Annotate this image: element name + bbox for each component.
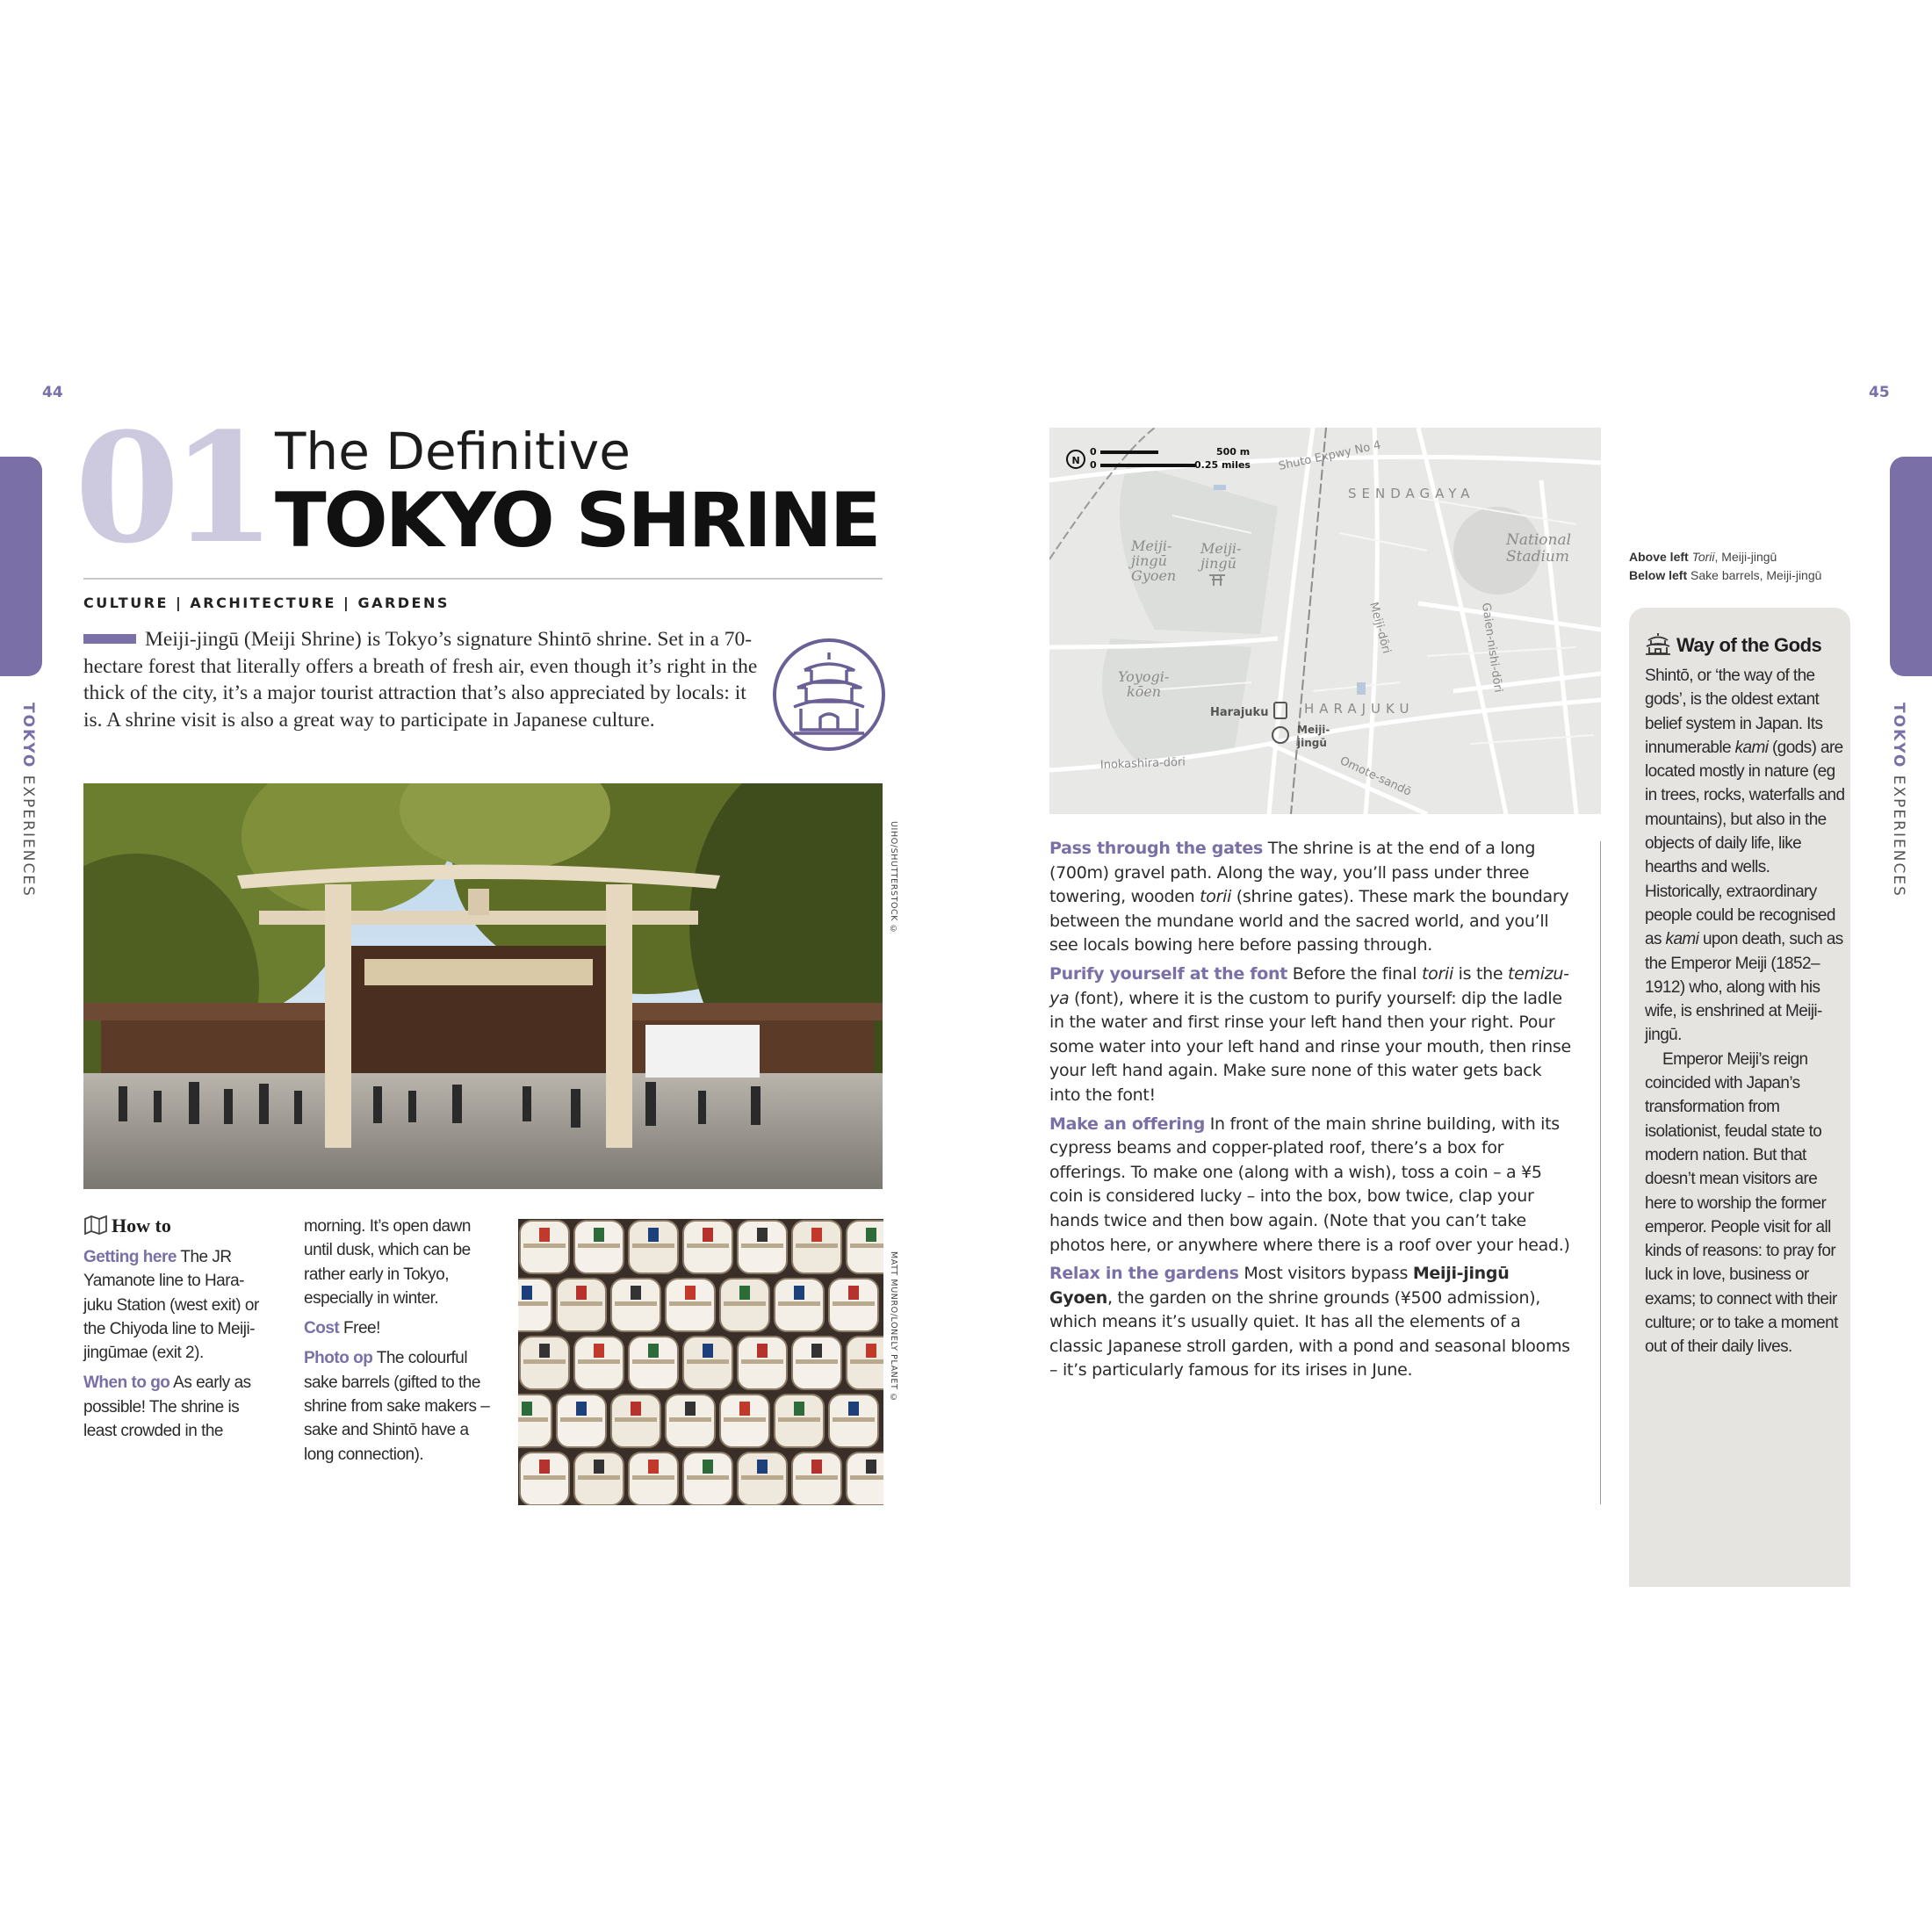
svg-text:jingū: jingū: [1200, 555, 1236, 572]
photo-credit-2: MATT MUNRO/LONELY PLANET ©: [889, 1251, 898, 1403]
map-scale-miles: 0.25 miles: [1194, 459, 1251, 471]
svg-text:Shuto Expwy No 4: Shuto Expwy No 4: [1277, 438, 1382, 473]
svg-text:Meiji-: Meiji-: [1131, 537, 1172, 554]
area-map[interactable]: [1049, 428, 1601, 814]
svg-text:jingū: jingū: [1131, 552, 1167, 569]
svg-text:Gyoen: Gyoen: [1131, 567, 1177, 584]
page-number-left: 44: [42, 384, 63, 401]
north-arrow-icon: N: [1071, 455, 1080, 466]
svg-text:Stadium: Stadium: [1506, 548, 1570, 566]
paragraph-font: Purify yourself at the font Before the final torii is the temizu-ya (font), where it is the custom to purify yourself: dip the ladle in the water and first rinse your left hand then your right. Pour some water into your left hand and rinse your mouth, then rinse your left hand again. Make sure none of this water gets back into the font!: [1049, 963, 1571, 1105]
howto-column-1: Getting here The JR Yamanote line to Hara-juku Station (west exit) or the Chiyoda line to Meiji-jingūmae (exit 2). When to go As early as possible! The shrine is least crowded in the: [83, 1248, 259, 1441]
svg-text:jingū: jingū: [1297, 737, 1327, 749]
svg-text:Meiji-: Meiji-: [1200, 540, 1242, 557]
chapter-label-left: TOKYO EXPERIENCES: [19, 703, 37, 898]
pagoda-icon: [771, 637, 887, 753]
photo-credit-1: UIHO/SHUTTERSTOCK ©: [889, 821, 898, 935]
paragraph-gates: Pass through the gates The shrine is at the end of a long (700m) gravel path. Along the way, you’ll pass under three towering, wooden torii (shrine gates). These mark the boundary between the mundane world and the sacred world, and you’ll see locals bowing here before passing through.: [1049, 839, 1569, 955]
svg-text:Omote-sandō: Omote-sandō: [1337, 754, 1414, 799]
intro-paragraph: Meiji-jingū (Meiji Shrine) is Tokyo’s signature Shintō shrine. Set in a 70-hectare forest that literally offers a breath of fresh air, even though it’s right in the thick of the city, it’s a major tourist attraction that’s also appreciated by locals: it is. A shrine visit is also a great way to participate in Japanese culture.: [83, 628, 758, 732]
svg-text:kōen: kōen: [1127, 683, 1162, 700]
svg-text:Meiji-: Meiji-: [1297, 724, 1330, 736]
column-divider: [1600, 841, 1601, 1504]
feature-number: 01: [75, 399, 268, 577]
svg-text:Gaien-nishi-dōri: Gaien-nishi-dōri: [1479, 602, 1505, 694]
svg-text:0: 0: [1090, 459, 1097, 471]
map-icon: [83, 1215, 108, 1240]
photo-captions: Above left Torii, Meiji-jingū Below left Sake barrels, Meiji-jingū: [1629, 550, 1822, 582]
torii-photo: [83, 783, 883, 1189]
svg-text:Meiji-dōri: Meiji-dōri: [1366, 601, 1394, 655]
chapter-tab-left: [0, 457, 42, 676]
howto-heading: How to: [83, 1215, 171, 1240]
svg-text:HARAJUKU: HARAJUKU: [1304, 701, 1415, 717]
paragraph-offering: Make an offering In front of the main shrine building, with its cypress beams and copper-plated roof, there’s a box for offerings. To make one (along with a wish), toss a coin – a ¥5 coin is considered lucky – into the box, bow twice, clap your hands twice and then bow again. (Note that you can’t take photos here, or anywhere where there is a roof over your head.): [1049, 1114, 1570, 1255]
svg-text:Harajuku: Harajuku: [1210, 706, 1269, 719]
svg-text:0: 0: [1090, 446, 1097, 458]
sidebar-title: Way of the Gods: [1645, 632, 1821, 660]
svg-text:National: National: [1506, 531, 1572, 549]
chapter-tab-right: [1890, 457, 1932, 676]
svg-text:Inokashira-dōri: Inokashira-dōri: [1099, 755, 1186, 772]
category-tags: CULTURE | ARCHITECTURE | GARDENS: [83, 595, 450, 611]
svg-text:Yoyogi-: Yoyogi-: [1118, 668, 1170, 685]
chapter-label-right: TOKYO EXPERIENCES: [1890, 703, 1907, 898]
intro-accent-bar: [83, 634, 136, 644]
body-text: [1049, 837, 1576, 1388]
title-line-1: The Definitive: [275, 422, 631, 481]
svg-text:SENDAGAYA: SENDAGAYA: [1348, 486, 1475, 501]
sake-barrels-photo: [518, 1219, 883, 1505]
title-line-2: TOKYO SHRINE: [275, 477, 879, 565]
howto-column-2: morning. It’s open dawn until dusk, which can be rather early in Tokyo, especially in winter. Cost Free! Photo op The colourful sake barrels (gifted to the shrine from sake makers – sake and Shintō have a long connection).: [304, 1217, 490, 1464]
page-number-right: 45: [1869, 384, 1890, 401]
title-divider: [83, 578, 883, 580]
shrine-icon: [1645, 632, 1671, 660]
map-scale-meters: 500 m: [1216, 446, 1251, 458]
paragraph-gardens: Relax in the gardens Most visitors bypass Meiji-jingū Gyoen, the garden on the shrine grounds (¥500 admission), which means it’s usually quiet. It has all the elements of a classic Japanese stroll garden, with a pond and seasonal blooms – it’s particularly famous for its irises in June.: [1049, 1264, 1570, 1381]
sidebar-text: Shintō, or ‘the way of the gods’, is the oldest extant belief system in Japan. Its innumerable kami (gods) are located mostly in nature (eg in trees, rocks, waterfalls and mountains), but also in the objects of daily life, like hearths and wells. Historically, extraordinary people could be recognised as kami upon death, such as the Emperor Meiji (1852–1912) who, along with his wife, is enshrined at Meiji-jingū. Emperor Meiji’s reign coincided with Japan’s transformation from isolationist, feudal state to modern nation. But that doesn’t mean visitors are here to worship the former emperor. People visit for all kinds of reasons: to pray for luck in love, business or exams; to connect with their culture; or to take a moment out of their daily lives.: [1645, 667, 1845, 1357]
